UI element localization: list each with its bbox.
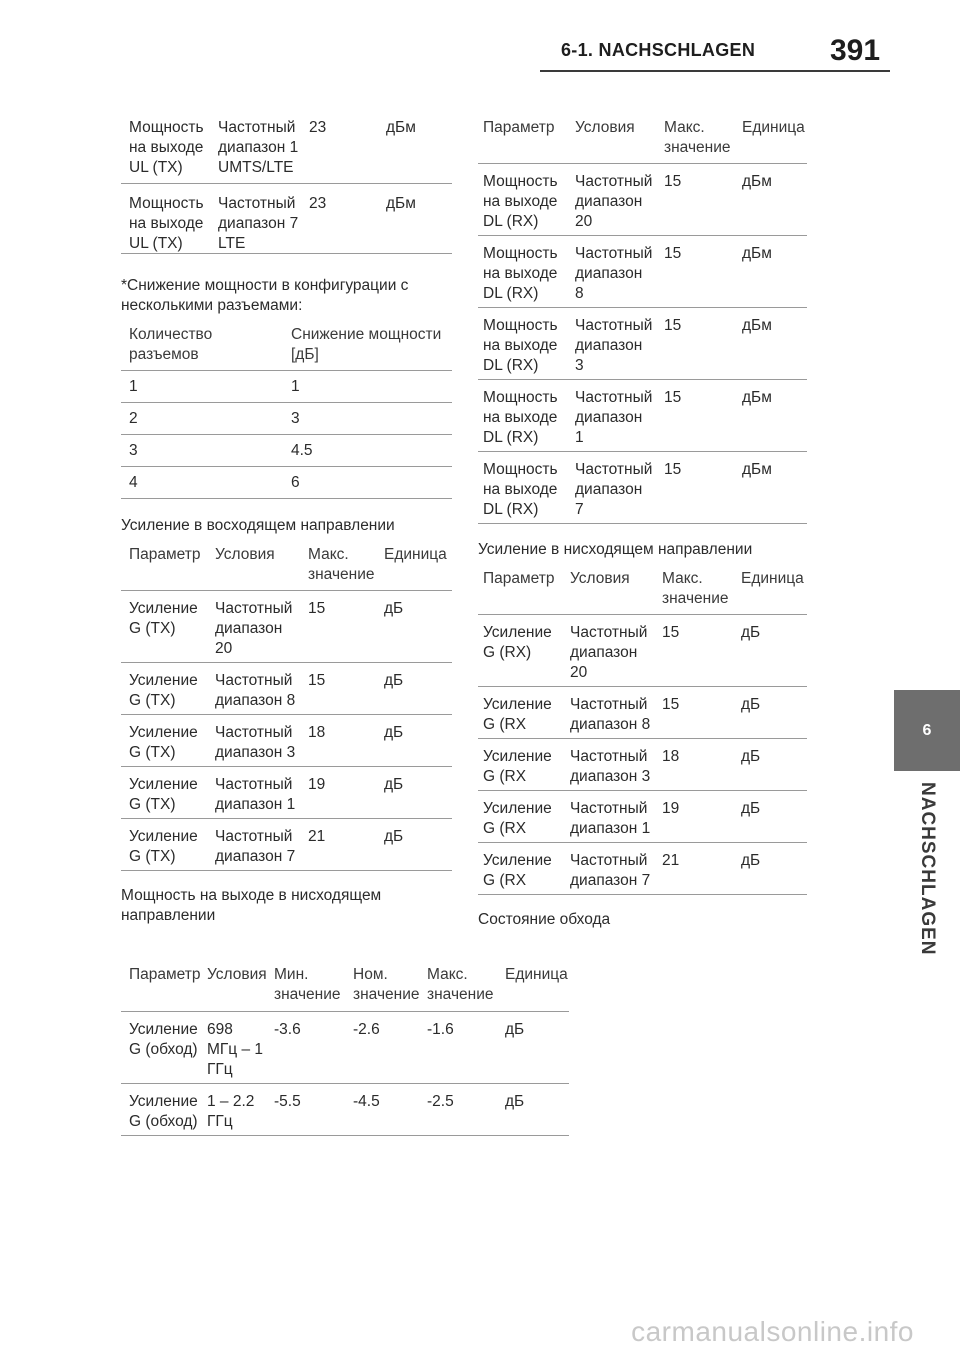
table-cell: Усиление G (RX [483, 748, 552, 785]
table-cell: -2.5 [427, 1093, 454, 1110]
column-header: Параметр [129, 546, 201, 563]
downlink-output-table [478, 118, 807, 524]
table-cell: 3 [129, 442, 138, 459]
table-cell: дБм [386, 119, 416, 136]
table-row [121, 467, 452, 499]
column-header: Единица [384, 546, 447, 563]
table-cell: Усиление G (TX) [129, 600, 198, 637]
table-cell: Усиление G (TX) [129, 724, 198, 761]
table-cell: Усиление G (RX [483, 800, 552, 837]
header-divider [540, 70, 890, 72]
column-header: Параметр [483, 119, 555, 136]
table-cell: дБм [742, 389, 772, 406]
table-header-row [478, 118, 807, 164]
column-header: Ном. значение [353, 966, 420, 1003]
chapter-tab[interactable]: 6 [894, 690, 960, 771]
uplink-gain-caption: Усиление в восходящем направлении [121, 517, 395, 534]
table-cell: Частотный диапазон 1 [575, 389, 653, 446]
column-header: Параметр [129, 966, 201, 983]
table-cell: дБ [384, 724, 404, 741]
table-cell: Мощность на выходе DL (RX) [483, 389, 558, 446]
table-cell: дБм [742, 245, 772, 262]
table-row [121, 715, 452, 767]
table-cell: дБ [384, 828, 404, 845]
table-cell: 4 [129, 474, 138, 491]
table-header-row [121, 965, 569, 1012]
table-cell: Частотный диапазон 1 [570, 800, 651, 837]
column-header: Условия [215, 546, 275, 563]
table-row [121, 403, 452, 435]
table-cell: Частотный диапазон 8 [215, 672, 296, 709]
table-cell: 1 [129, 378, 138, 395]
ul-output-table [121, 118, 452, 254]
table-cell: 15 [308, 600, 326, 617]
table-cell: 23 [309, 195, 327, 212]
table-cell: дБм [386, 195, 416, 212]
table-cell: 21 [308, 828, 326, 845]
table-cell: Усиление G (TX) [129, 672, 198, 709]
table-cell: Мощность на выходе DL (RX) [483, 317, 558, 374]
column-header: Снижение мощности [дБ] [291, 326, 442, 363]
table-cell: 18 [662, 748, 680, 765]
table-cell: Частотный диапазон 3 [215, 724, 296, 761]
table-cell: дБ [384, 600, 404, 617]
bypass-table [121, 965, 569, 1136]
table-cell: Усиление G (TX) [129, 828, 198, 865]
column-header: Единица [741, 570, 804, 587]
table-row [121, 1012, 569, 1084]
table-cell: 4.5 [291, 442, 313, 459]
downlink-gain-caption: Усиление в нисходящем направлении [478, 541, 753, 558]
table-row [121, 1084, 569, 1136]
column-header: Макс. значение [662, 570, 729, 607]
table-cell: -2.6 [353, 1021, 380, 1038]
table-header-row [121, 545, 452, 591]
downlink-output-caption: Мощность на выходе в нисходящем направлении [121, 887, 382, 924]
uplink-gain-table [121, 545, 452, 871]
downlink-gain-table [478, 569, 807, 895]
column-header: Макс. значение [427, 966, 494, 1003]
table-cell: дБ [505, 1093, 525, 1110]
column-header: Макс. значение [664, 119, 731, 156]
table-cell: 23 [309, 119, 327, 136]
connector-reduction-table [121, 325, 452, 499]
table-row [121, 118, 452, 184]
table-cell: 6 [291, 474, 300, 491]
table-cell: Частотный диапазон 3 [575, 317, 653, 374]
table-cell: дБ [384, 776, 404, 793]
table-cell: 15 [664, 245, 682, 262]
table-cell: Мощность на выходе UL (TX) [129, 119, 204, 176]
table-cell: дБ [741, 748, 761, 765]
table-cell: Частотный диапазон 7 [570, 852, 651, 889]
table-header-row [121, 325, 452, 371]
table-cell: 15 [664, 173, 682, 190]
table-cell: Частотный диапазон 8 [570, 696, 651, 733]
table-cell: Усиление G (обход) [129, 1093, 198, 1130]
table-cell: 3 [291, 410, 300, 427]
column-header: Количество разъемов [129, 326, 213, 363]
table-cell: -1.6 [427, 1021, 454, 1038]
table-row [478, 843, 807, 895]
table-cell: Усиление G (обход) [129, 1021, 198, 1058]
table-cell: Частотный диапазон 20 [575, 173, 653, 230]
table-cell: Частотный диапазон 7 [575, 461, 653, 518]
section-title: 6-1. NACHSCHLAGEN [561, 40, 756, 60]
table-cell: Мощность на выходе UL (TX) [129, 195, 204, 252]
table-cell: Усиление G (RX [483, 696, 552, 733]
table-cell: 15 [664, 461, 682, 478]
table-cell: Частотный диапазон 1 UMTS/LTE [218, 119, 299, 176]
table-cell: -5.5 [274, 1093, 301, 1110]
table-row [478, 308, 807, 380]
column-header: Единица [742, 119, 805, 136]
table-cell: дБм [742, 461, 772, 478]
table-cell: 19 [662, 800, 680, 817]
table-cell: Частотный диапазон 3 [570, 748, 651, 785]
table-cell: Частотный диапазон 20 [215, 600, 293, 657]
table-cell: Мощность на выходе DL (RX) [483, 245, 558, 302]
table-cell: 15 [664, 389, 682, 406]
table-row [121, 591, 452, 663]
bypass-caption: Состояние обхода [478, 911, 611, 928]
table-cell: 1 – 2.2 ГГц [207, 1093, 255, 1130]
column-header: Макс. значение [308, 546, 375, 583]
table-cell: -3.6 [274, 1021, 301, 1038]
table-cell: 15 [662, 696, 680, 713]
table-cell: дБ [741, 624, 761, 641]
table-cell: 18 [308, 724, 326, 741]
column-header: Единица [505, 966, 568, 983]
table-cell: Частотный диапазон 1 [215, 776, 296, 813]
table-cell: дБ [741, 800, 761, 817]
table-cell: Усиление G (RX) [483, 624, 552, 661]
table-cell: Усиление G (RX [483, 852, 552, 889]
table-row [478, 615, 807, 687]
table-cell: Частотный диапазон 7 [215, 828, 296, 865]
table-cell: 1 [291, 378, 300, 395]
table-row [478, 164, 807, 236]
table-row [121, 819, 452, 871]
table-row [121, 767, 452, 819]
watermark: carmanualsonline.info [631, 1316, 914, 1347]
table-header-row [478, 569, 807, 615]
table-row [478, 380, 807, 452]
table-row [121, 184, 452, 254]
table-row [478, 791, 807, 843]
table-cell: дБ [505, 1021, 525, 1038]
column-header: Условия [570, 570, 630, 587]
table-row [121, 663, 452, 715]
table-cell: Усиление G (TX) [129, 776, 198, 813]
table-row [121, 371, 452, 403]
table-cell: Частотный диапазон 8 [575, 245, 653, 302]
table-cell: дБм [742, 317, 772, 334]
column-header: Мин. значение [274, 966, 341, 1003]
table-row [478, 739, 807, 791]
table-cell: 698 МГц – 1 ГГц [207, 1021, 264, 1078]
table-cell: 15 [308, 672, 326, 689]
table-cell: -4.5 [353, 1093, 380, 1110]
page-number: 391 [830, 34, 881, 67]
table-row [478, 452, 807, 524]
column-header: Условия [207, 966, 267, 983]
table-cell: дБ [384, 672, 404, 689]
table-cell: 15 [664, 317, 682, 334]
table-cell: дБ [741, 696, 761, 713]
table-cell: Мощность на выходе DL (RX) [483, 461, 558, 518]
connector-note: *Снижение мощности в конфигурации с несколькими разъемами: [121, 277, 409, 314]
table-cell: 21 [662, 852, 680, 869]
column-header: Параметр [483, 570, 555, 587]
table-row [478, 236, 807, 308]
table-row [478, 687, 807, 739]
table-cell: Частотный диапазон 20 [570, 624, 648, 681]
table-row [121, 435, 452, 467]
chapter-side-label: NACHSCHLAGEN [917, 782, 938, 956]
table-cell: Мощность на выходе DL (RX) [483, 173, 558, 230]
table-cell: 19 [308, 776, 326, 793]
table-cell: дБ [741, 852, 761, 869]
table-cell: 2 [129, 410, 138, 427]
table-cell: 15 [662, 624, 680, 641]
column-header: Условия [575, 119, 635, 136]
table-cell: дБм [742, 173, 772, 190]
table-cell: Частотный диапазон 7 LTE [218, 195, 299, 252]
